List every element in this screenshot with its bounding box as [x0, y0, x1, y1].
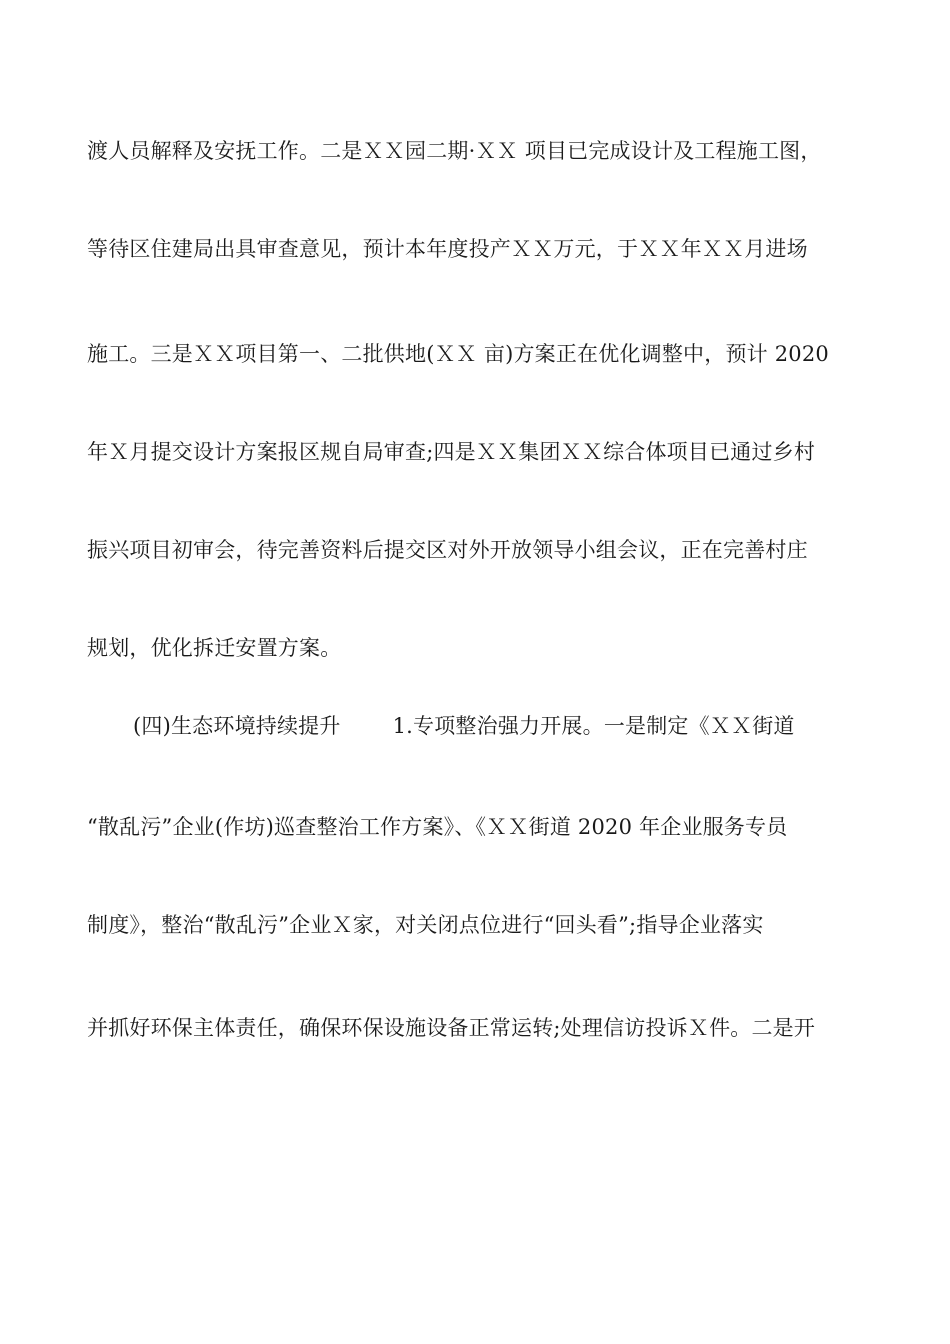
section-line-3: 并抓好环保主体责任，确保环保设施设备正常运转;处理信访投诉Ｘ件。二是开 [87, 1016, 816, 1040]
section-heading-line [133, 711, 913, 741]
section-first-line: 1.专项整治强力开展。一是制定《ＸＸ街道 [392, 714, 795, 738]
paragraph-line-3: 施工。三是ＸＸ项目第一、二批供地(ＸＸ 亩)方案正在优化调整中，预计 2020 [87, 342, 829, 366]
paragraph-line-2: 等待区住建局出具审查意见，预计本年度投产ＸＸ万元，于ＸＸ年ＸＸ月进场 [87, 237, 808, 261]
section-line-2: 制度》，整治“散乱污”企业Ｘ家，对关闭点位进行“回头看”;指导企业落实 [87, 913, 764, 937]
section-line-1: “散乱污”企业(作坊)巡查整治工作方案》、《ＸＸ街道 2020 年企业服务专员 [87, 815, 788, 839]
paragraph-line-5: 振兴项目初审会，待完善资料后提交区对外开放领导小组会议，正在完善村庄 [87, 538, 808, 562]
paragraph-line-6: 规划，优化拆迁安置方案。 [87, 636, 342, 660]
section-heading: (四)生态环境持续提升 [133, 714, 341, 738]
paragraph-line-1: 渡人员解释及安抚工作。二是ＸＸ园二期·ＸＸ 项目已完成设计及工程施工图， [87, 139, 822, 163]
paragraph-line-4: 年Ｘ月提交设计方案报区规自局审查;四是ＸＸ集团ＸＸ综合体项目已通过乡村 [87, 440, 816, 464]
